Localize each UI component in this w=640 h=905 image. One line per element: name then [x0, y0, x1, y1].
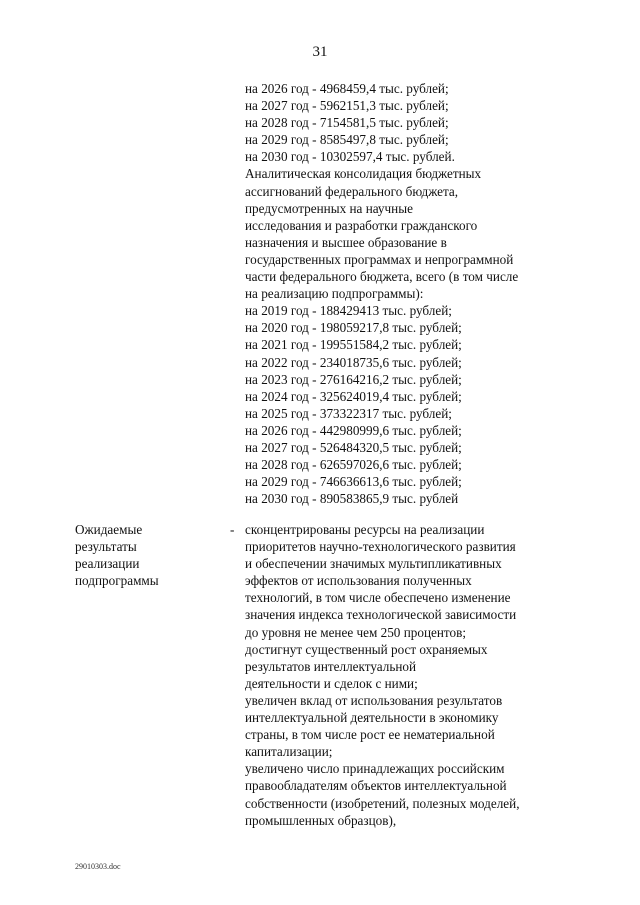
- consolidation-heading-line: назначения и высшее образование в: [245, 234, 447, 250]
- results-line: сконцентрированы ресурсы на реализации: [245, 522, 485, 537]
- results-label-line: результаты: [75, 539, 137, 555]
- consolidation-heading-line: исследования и разработки гражданского: [245, 217, 478, 233]
- results-line: собственности (изобретений, полезных моделей,: [245, 795, 520, 811]
- consolidation-line: на 2020 год - 198059217,8 тыс. рублей;: [245, 320, 462, 336]
- consolidation-heading-line: предусмотренных на научные: [245, 200, 413, 216]
- consolidation-line: на 2021 год - 199551584,2 тыс. рублей;: [245, 337, 462, 353]
- consolidation-line: на 2028 год - 626597026,6 тыс. рублей;: [245, 457, 462, 473]
- results-dash: -: [230, 522, 235, 537]
- footer-filename: 29010303.doc: [75, 862, 121, 871]
- results-line: увеличен вклад от использования результатов: [245, 692, 503, 708]
- consolidation-heading-line: на реализацию подпрограммы):: [245, 286, 424, 302]
- results-line: технологий, в том числе обеспечено изменение: [245, 590, 511, 606]
- consolidation-line: на 2023 год - 276164216,2 тыс. рублей;: [245, 371, 462, 387]
- page-number: 31: [312, 44, 328, 60]
- consolidation-line: на 2024 год - 325624019,4 тыс. рублей;: [245, 388, 462, 404]
- consolidation-line: на 2030 год - 890583865,9 тыс. рублей: [245, 491, 459, 507]
- results-line: промышленных образцов),: [245, 812, 397, 828]
- budget-line: на 2028 год - 7154581,5 тыс. рублей;: [245, 115, 449, 131]
- budget-line: на 2026 год - 4968459,4 тыс. рублей;: [245, 81, 449, 96]
- results-label: [75, 521, 215, 589]
- results-label-line: подпрограммы: [75, 573, 159, 589]
- consolidation-line: на 2022 год - 234018735,6 тыс. рублей;: [245, 354, 462, 370]
- consolidation-heading-line: части федерального бюджета, всего (в том числе: [245, 269, 519, 285]
- results-line: результатов интеллектуальной: [245, 658, 417, 674]
- results-line: деятельности и сделок с ними;: [245, 675, 418, 691]
- results-line: интеллектуальной деятельности в экономику: [245, 710, 499, 726]
- consolidation-line: на 2019 год - 188429413 тыс. рублей;: [245, 303, 452, 319]
- results-line: правообладателям объектов интеллектуальной: [245, 778, 507, 794]
- results-line: капитализации;: [245, 744, 333, 760]
- consolidation-line: на 2025 год - 373322317 тыс. рублей;: [245, 405, 452, 421]
- consolidation-line: на 2027 год - 526484320,5 тыс. рублей;: [245, 439, 462, 455]
- budget-line: на 2029 год - 8585497,8 тыс. рублей;: [245, 132, 449, 148]
- consolidation-line: на 2029 год - 746636613,6 тыс. рублей;: [245, 474, 462, 490]
- results-label-line: реализации: [75, 556, 140, 572]
- results-line: до уровня не менее чем 250 процентов;: [245, 624, 466, 640]
- consolidation-heading-line: государственных программах и непрограммной: [245, 251, 514, 267]
- consolidation-heading-line: ассигнований федерального бюджета,: [245, 183, 459, 199]
- results-line: страны, в том числе рост ее нематериальной: [245, 727, 495, 743]
- results-block: [245, 521, 575, 829]
- results-line: эффектов от использования полученных: [245, 573, 472, 589]
- results-line: приоритетов научно-технологического развития: [245, 539, 516, 555]
- results-line: и обеспечении значимых мультипликативных: [245, 556, 502, 572]
- consolidation-line: на 2026 год - 442980999,6 тыс. рублей;: [245, 422, 462, 438]
- results-line: значения индекса технологической зависимости: [245, 607, 517, 623]
- results-line: достигнут существенный рост охраняемых: [245, 641, 488, 657]
- budget-block: [245, 80, 565, 507]
- budget-line: на 2027 год - 5962151,3 тыс. рублей;: [245, 98, 449, 114]
- results-label-line: Ожидаемые: [75, 522, 143, 537]
- results-line: увеличено число принадлежащих российским: [245, 761, 505, 777]
- budget-line: на 2030 год - 10302597,4 тыс. рублей.: [245, 149, 455, 165]
- consolidation-heading-line: Аналитическая консолидация бюджетных: [245, 166, 482, 182]
